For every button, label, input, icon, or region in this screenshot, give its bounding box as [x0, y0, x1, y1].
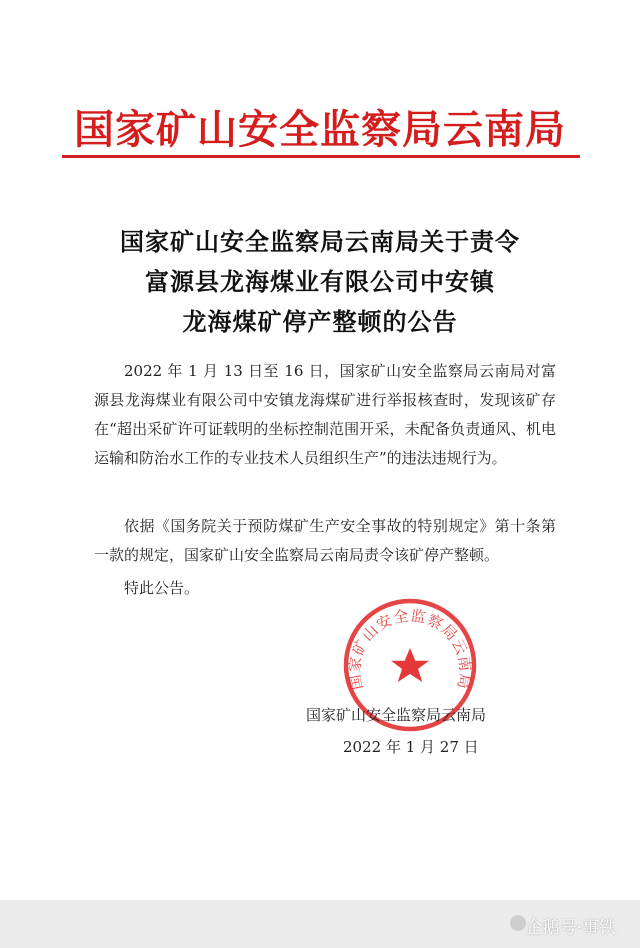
notice-title-line-1: 国家矿山安全监察局云南局关于责令	[120, 227, 520, 256]
seal-text: 国家矿山安全监察局云南局	[345, 606, 475, 692]
seal-star-icon	[391, 648, 429, 682]
issue-date: 2022 年 1 月 27 日	[343, 738, 479, 756]
notice-title-line-3: 龙海煤矿停产整顿的公告	[182, 307, 458, 336]
red-letterhead: 国家矿山安全监察局云南局	[74, 107, 566, 153]
watermark-text: 企鹅号·事铁	[525, 918, 616, 938]
red-divider-line	[62, 155, 580, 158]
penguin-icon	[510, 915, 526, 931]
body-paragraph-2: 依据《国务院关于预防煤矿生产安全事故的特别规定》第十条第一款的规定，国家矿山安全监察局云南局责令该矿停产整顿。	[94, 517, 556, 564]
issuer-name: 国家矿山安全监察局云南局	[306, 706, 487, 724]
footer-bar	[0, 900, 640, 948]
body-paragraph-1: 2022 年 1 月 13 日至 16 日，国家矿山安全监察局云南局对富源县龙海煤业有限公司中安镇龙海煤矿进行举报核查时，发现该矿存在“超出采矿许可证载明的坐标控制范围开采，未配备负责通风、机电运输和防治水工作的专业技术人员组织生产”的违法违规行为。	[94, 362, 556, 467]
notice-title-line-2: 富源县龙海煤业有限公司中安镇	[145, 267, 495, 296]
body-paragraph-3: 特此公告。	[124, 579, 200, 597]
